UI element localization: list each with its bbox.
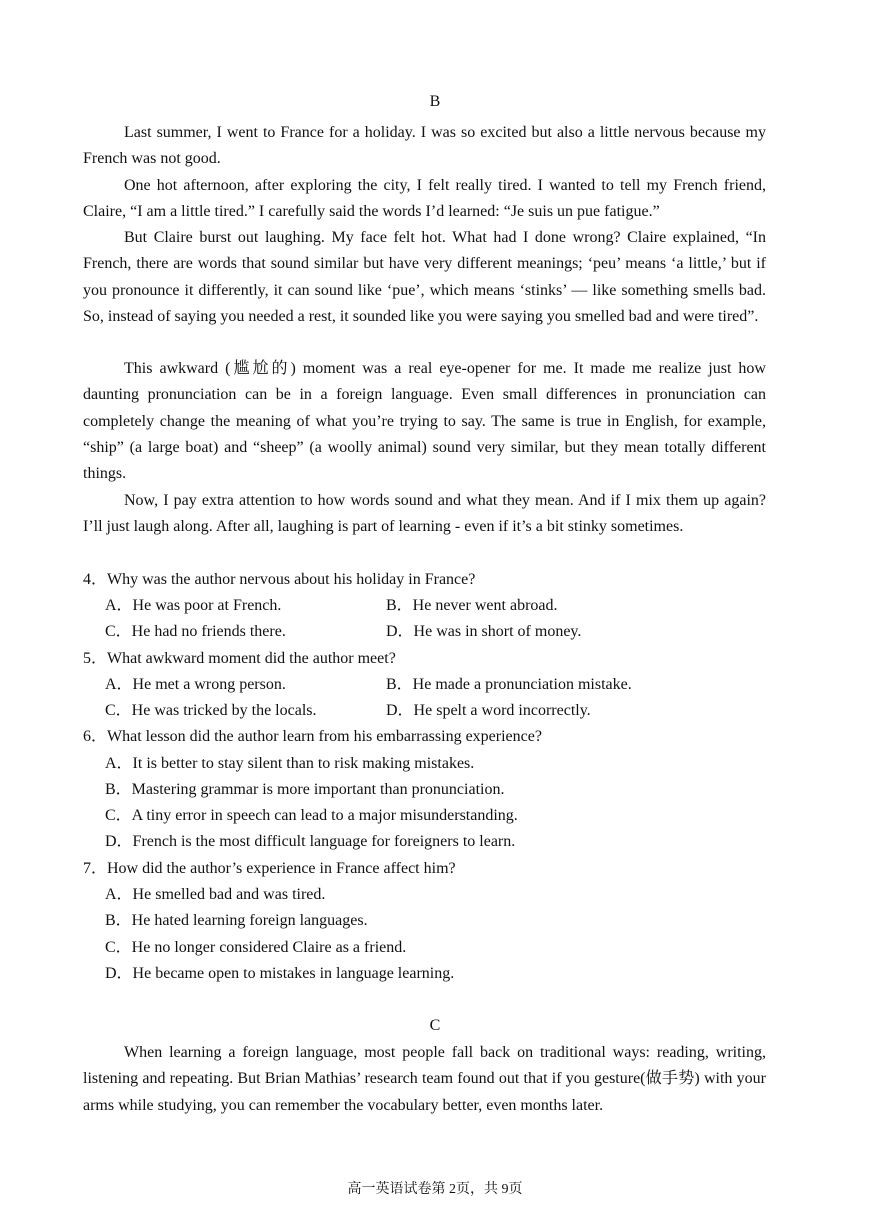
- question-6-stem: 6．What lesson did the author learn from his embarrassing experience?: [83, 728, 542, 745]
- section-b-paragraph-3: But Claire burst out laughing. My face felt hot. What had I done wrong? Claire explained, “In French, there are words that sound similar but have very different meanings; ‘peu’ means ‘a little,’ but if you pronounce it differently, it can sound like ‘pue’, which means ‘stinks’ — like something smells bad. So, instead of saying you needed a rest, it sounded like you were saying you smelled bad and were tired”.: [83, 229, 766, 325]
- section-c-paragraph-1: When learning a foreign language, most people fall back on traditional ways: reading, writing, listening and repeating. But Brian Mathias’ research team found out that if you gesture(做手势) with your arms while studying, you can remember the vocabulary better, even months later.: [83, 1044, 766, 1114]
- section-b-title: B: [429, 93, 441, 110]
- section-b-paragraph-4: This awkward (尴尬的) moment was a real eye-opener for me. It made me realize just how daunting pronunciation can be in a foreign language. Even small differences in pronunciation can completely change the meaning of what you’re trying to say. The same is true in English, for example, “ship” (a large boat) and “sheep” (a woolly animal) sound very similar, but they mean totally different things.: [83, 360, 766, 483]
- section-b-paragraph-5: Now, I pay extra attention to how words sound and what they mean. And if I mix them up again? I’ll just laugh along. After all, laughing is part of learning - even if it’s a bit stinky sometimes.: [83, 492, 766, 536]
- section-b-paragraph-1: Last summer, I went to France for a holiday. I was so excited but also a little nervous because my French was not good.: [83, 124, 766, 168]
- question-4-option-d: D．He was in short of money.: [386, 623, 582, 640]
- question-5-option-b: B．He made a pronunciation mistake.: [386, 676, 632, 693]
- question-7-option-a: A．He smelled bad and was tired.: [105, 886, 326, 903]
- section-b-paragraph-2: One hot afternoon, after exploring the city, I felt really tired. I wanted to tell my French friend, Claire, “I am a little tired.” I carefully said the words I’d learned: “Je suis un pue fatigue.”: [83, 177, 766, 221]
- question-5-stem: 5．What awkward moment did the author meet?: [83, 650, 396, 667]
- question-4-stem: 4．Why was the author nervous about his holiday in France?: [83, 571, 476, 588]
- question-6-option-d: D．French is the most difficult language for foreigners to learn.: [105, 833, 516, 850]
- question-6-option-c: C．A tiny error in speech can lead to a major misunderstanding.: [105, 807, 518, 824]
- question-7-stem: 7．How did the author’s experience in France affect him?: [83, 860, 456, 877]
- question-6-option-b: B．Mastering grammar is more important than pronunciation.: [105, 781, 505, 798]
- question-4-option-c: C．He had no friends there.: [105, 623, 286, 640]
- question-5-option-a: A．He met a wrong person.: [105, 676, 286, 693]
- question-4-option-b: B．He never went abroad.: [386, 597, 558, 614]
- question-7-option-d: D．He became open to mistakes in language learning.: [105, 965, 455, 982]
- question-6-option-a: A．It is better to stay silent than to risk making mistakes.: [105, 755, 475, 772]
- page-footer: 高一英语试卷第 2页，共 9页: [347, 1182, 523, 1197]
- section-c-title: C: [429, 1017, 441, 1034]
- question-5-option-d: D．He spelt a word incorrectly.: [386, 702, 591, 719]
- question-4-option-a: A．He was poor at French.: [105, 597, 282, 614]
- question-7-option-b: B．He hated learning foreign languages.: [105, 912, 368, 929]
- question-7-option-c: C．He no longer considered Claire as a friend.: [105, 939, 407, 956]
- question-5-option-c: C．He was tricked by the locals.: [105, 702, 317, 719]
